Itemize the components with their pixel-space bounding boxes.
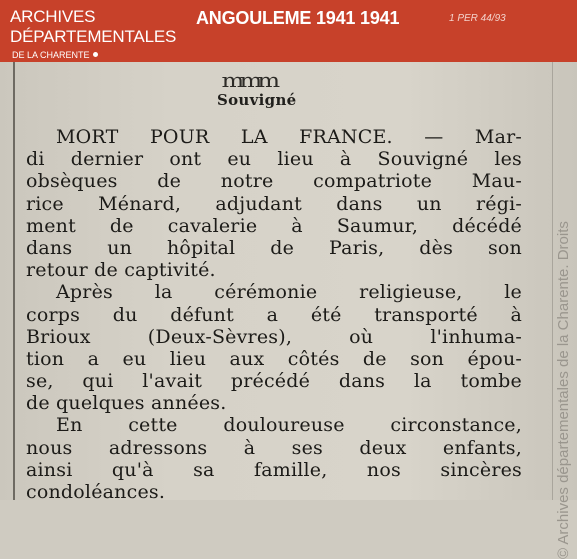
- article-line: tion a eu lieu aux côtés de son épou-: [26, 347, 522, 370]
- archive-header: [0, 0, 577, 62]
- newspaper-scan: [0, 62, 577, 559]
- article-line: retour de captivité.: [26, 259, 216, 282]
- copyright-watermark: © Archives départementales de la Charente. Droits: [555, 221, 572, 559]
- article-line: ainsi qu'à sa famille, nos sincères: [26, 458, 522, 481]
- archive-logo-line3: [12, 50, 98, 60]
- article-line: rice Ménard, adjudant dans un régi-: [26, 192, 522, 215]
- column-rule-right: [552, 62, 553, 500]
- article-line: Après la cérémonie religieuse, le: [56, 281, 522, 304]
- archive-logo-line1: ARCHIVES: [10, 7, 96, 26]
- article-line: condoléances.: [26, 481, 166, 503]
- article-line: nous adressons à ses deux enfants,: [26, 436, 522, 459]
- article-line: ment de cavalerie à Saumur, décédé: [26, 214, 522, 237]
- article-line: MORT POUR LA FRANCE. — Mar-: [56, 126, 522, 148]
- article-body: [26, 126, 522, 503]
- article-line: de quelques années.: [26, 392, 227, 415]
- column-rule-left: [13, 62, 15, 500]
- article-line: corps du défunt a été transporté à: [26, 303, 522, 326]
- article-line: dans un hôpital de Paris, dès son: [26, 236, 522, 259]
- logo-dot-icon: [93, 52, 98, 57]
- archive-logo-line2: DÉPARTEMENTALES: [10, 27, 177, 46]
- article-line: obsèques de notre compatriote Mau-: [26, 170, 522, 193]
- article-line: En cette douloureuse circonstance,: [56, 414, 522, 437]
- ornament-icon: mmm: [221, 68, 276, 92]
- article-line: Brioux (Deux-Sèvres), où l'inhuma-: [26, 325, 522, 348]
- document-title: ANGOULEME 1941 1941: [196, 8, 400, 28]
- article-line: se, qui l'avait précédé dans la tombe: [26, 370, 522, 393]
- article-line: di dernier ont eu lieu à Souvigné les: [26, 148, 522, 171]
- archive-logo-subtitle: DE LA CHARENTE: [12, 50, 90, 60]
- document-reference: 1 PER 44/93: [449, 13, 506, 24]
- article-place-heading: Souvigné: [217, 91, 297, 109]
